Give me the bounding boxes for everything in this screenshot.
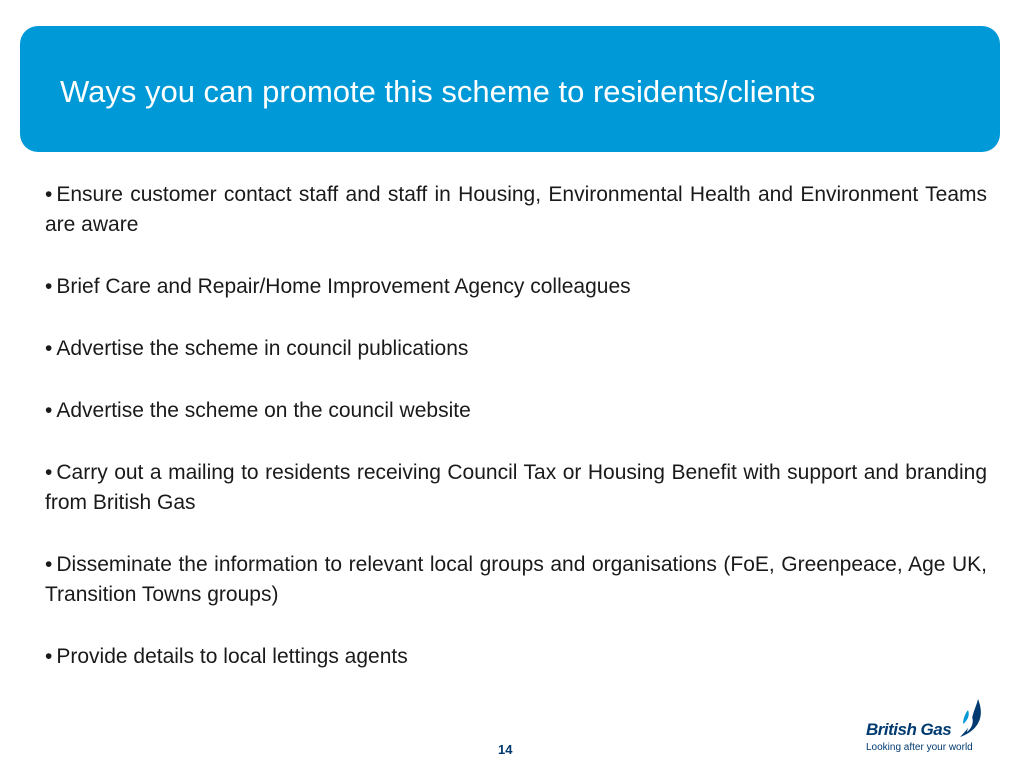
bullet-text: Advertise the scheme on the council website [56, 399, 471, 422]
bullet-item [45, 272, 987, 302]
bullet-item [45, 334, 987, 364]
bullet-text: Provide details to local lettings agents [56, 645, 408, 668]
slide-title: Ways you can promote this scheme to residents/clients [60, 74, 816, 109]
bullet-mark: • [45, 399, 53, 422]
bullet-text: Advertise the scheme in council publications [56, 337, 469, 360]
brand-name: British Gas [866, 720, 952, 739]
brand-tagline: Looking after your world [866, 742, 973, 753]
bullet-item [45, 642, 987, 672]
bullet-text: Brief Care and Repair/Home Improvement Agency colleagues [56, 275, 631, 298]
bullet-list [45, 180, 987, 704]
bullet-mark: • [45, 461, 53, 484]
bullet-item [45, 550, 987, 610]
bullet-item [45, 458, 987, 518]
bullet-text: Disseminate the information to relevant local groups and organisations (FoE, Greenpeace, Age UK, Transition Towns groups) [45, 553, 987, 606]
british-gas-logo [866, 698, 986, 756]
bullet-text: Ensure customer contact staff and staff in Housing, Environmental Health and Environment Teams are aware [45, 183, 987, 236]
bullet-text: Carry out a mailing to residents receiving Council Tax or Housing Benefit with support and branding from British Gas [45, 461, 987, 514]
bullet-item [45, 180, 987, 240]
bullet-mark: • [45, 337, 53, 360]
bullet-mark: • [45, 645, 53, 668]
bullet-item [45, 396, 987, 426]
bullet-mark: • [45, 553, 53, 576]
flame-icon [958, 698, 984, 738]
bullet-mark: • [45, 183, 53, 206]
bullet-mark: • [45, 275, 53, 298]
page-number: 14 [498, 742, 513, 757]
title-banner [20, 26, 1000, 152]
